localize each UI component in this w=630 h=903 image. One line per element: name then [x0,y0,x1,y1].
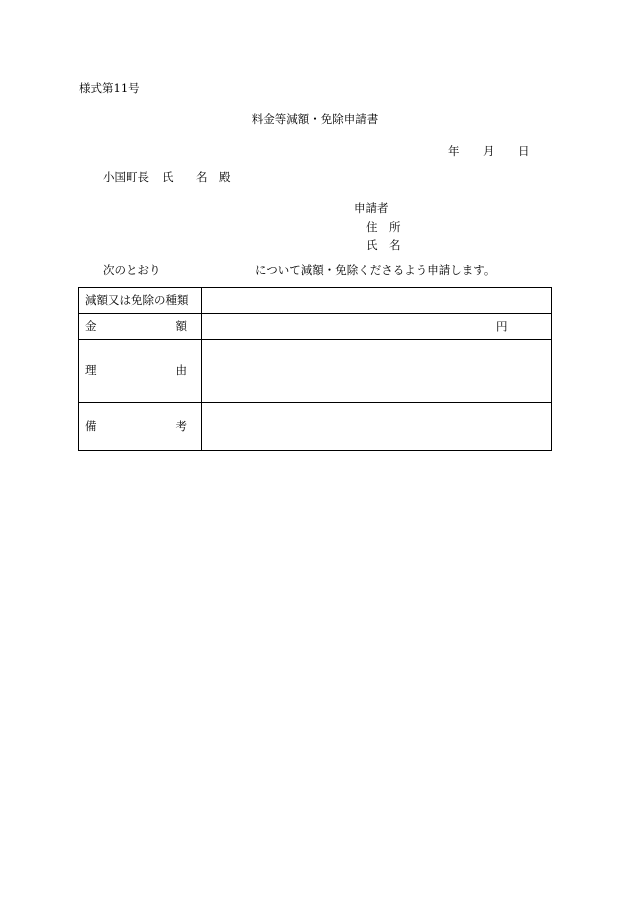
applicant-label: 申請者 [354,201,389,215]
remarks-field[interactable] [202,403,552,451]
amount-label-1: 金 [85,318,97,333]
application-table [78,287,552,451]
table-row [79,314,552,340]
reason-label-cell [79,340,202,403]
table-row [79,340,552,403]
document-title: 料金等減額・免除申請書 [251,112,379,126]
date-month-label: 月 [483,144,495,158]
applicant-address-label-1: 住 [366,220,378,234]
remarks-label-cell [79,403,202,451]
reason-label-1: 理 [85,363,97,378]
date-year-label: 年 [448,144,460,158]
reason-field[interactable] [202,340,552,403]
amount-label-2: 額 [175,318,187,333]
table-row [79,288,552,314]
amount-field[interactable] [202,314,552,340]
remarks-label-2: 考 [175,418,187,433]
yen-unit-label: 円 [496,318,508,333]
reduction-type-label-cell [79,288,202,314]
reason-label-2: 由 [175,363,187,378]
applicant-name-label-2: 名 [389,238,401,252]
applicant-name-label-1: 氏 [366,238,378,252]
date-day-label: 日 [518,144,530,158]
table-row [79,403,552,451]
reduction-type-field[interactable] [202,288,552,314]
form-number: 様式第11号 [79,81,140,95]
addressee-honorific-3: 殿 [219,170,231,184]
addressee-honorific-1: 氏 [162,170,174,184]
reduction-type-label: 減額又は免除の種類 [85,292,189,307]
statement-left: 次のとおり [103,263,161,277]
amount-label-cell [79,314,202,340]
addressee-name: 小国町長 [103,170,149,184]
remarks-label-1: 備 [85,418,97,433]
addressee-honorific-2: 名 [196,170,208,184]
statement-right: について減額・免除くださるよう申請します。 [255,263,496,277]
applicant-address-label-2: 所 [389,220,401,234]
